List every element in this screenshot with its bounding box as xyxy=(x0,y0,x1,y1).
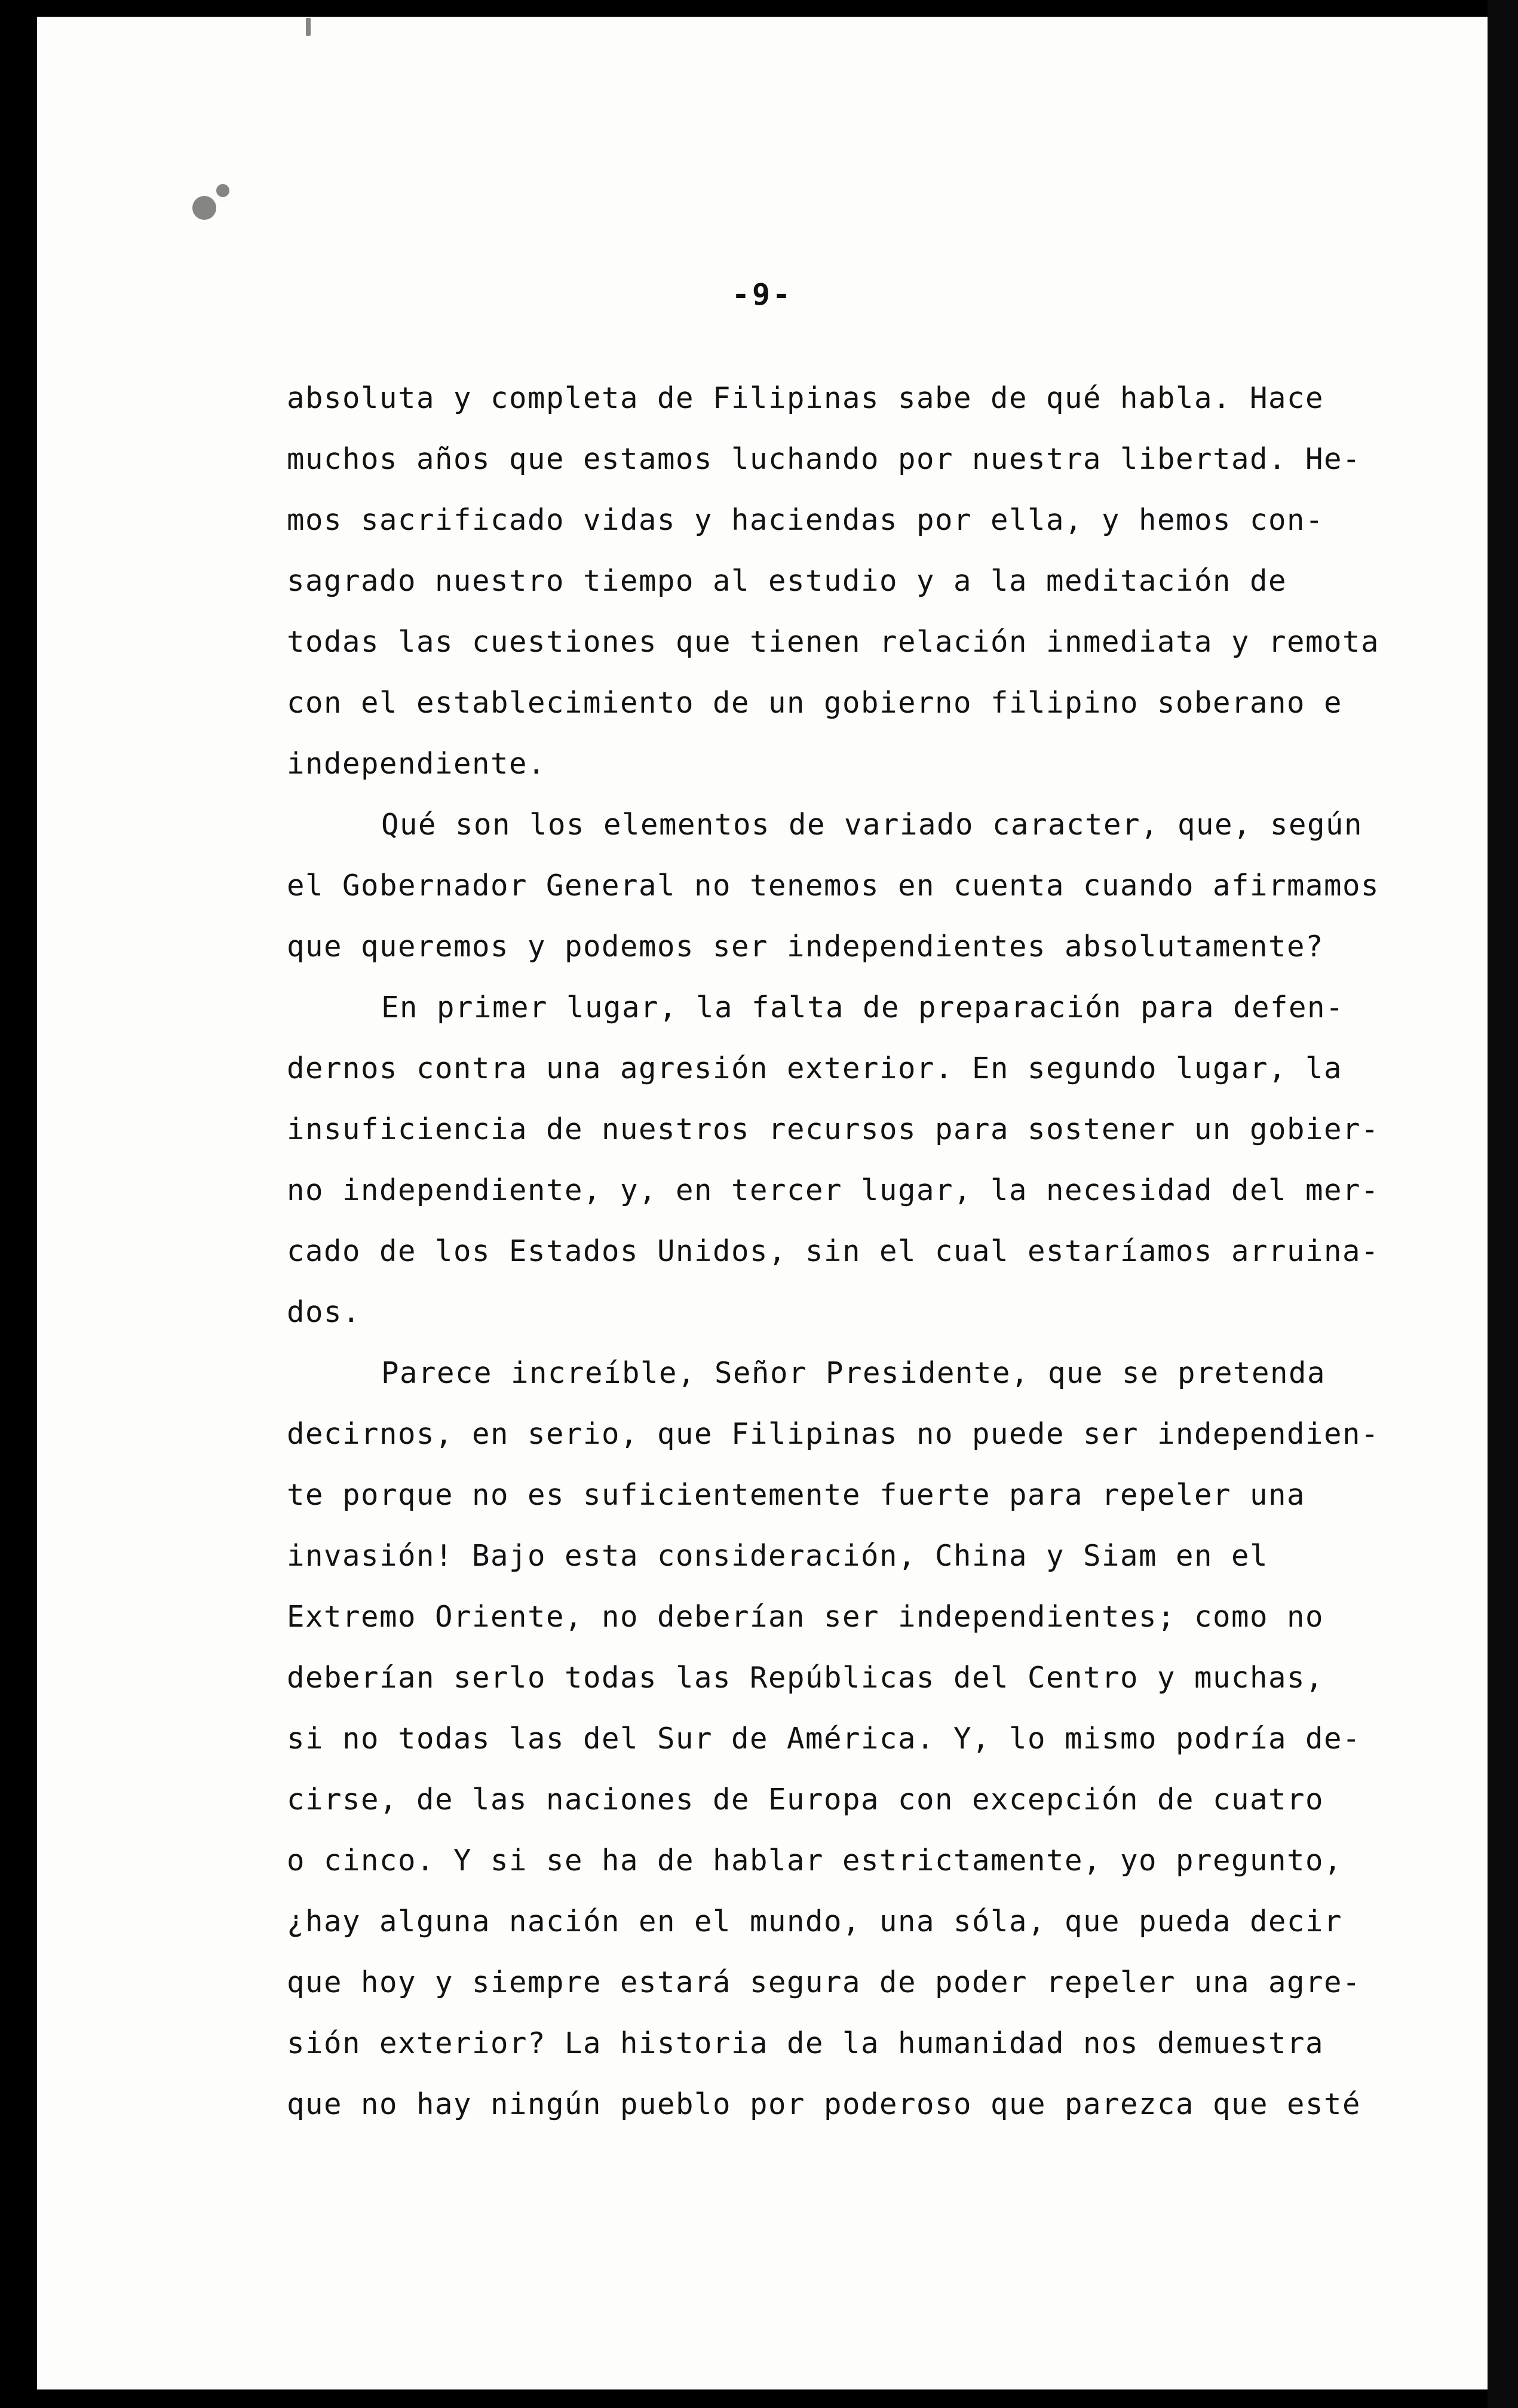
document-page xyxy=(37,17,1488,2389)
text-line: que hoy y siempre estará segura de poder repeler una agre- xyxy=(287,1965,1361,1999)
text-line: que queremos y podemos ser independientes absolutamente? xyxy=(287,930,1324,964)
text-line: o cinco. Y si se ha de hablar estrictamente, yo pregunto, xyxy=(287,1843,1343,1878)
text-line: insuficiencia de nuestros recursos para sostener un gobier- xyxy=(287,1112,1380,1146)
ink-speck xyxy=(192,196,216,220)
text-line: independiente. xyxy=(287,747,547,781)
text-line: te porque no es suficientemente fuerte para repeler una xyxy=(287,1478,1306,1512)
text-line: cirse, de las naciones de Europa con excepción de cuatro xyxy=(287,1783,1324,1817)
text-line: absoluta y completa de Filipinas sabe de qué habla. Hace xyxy=(287,381,1324,415)
text-line: En primer lugar, la falta de preparación para defen- xyxy=(381,990,1345,1024)
page-number: -9- xyxy=(731,277,793,312)
ink-speck xyxy=(216,184,229,197)
text-line: con el establecimiento de un gobierno filipino soberano e xyxy=(287,686,1343,720)
text-line: decirnos, en serio, que Filipinas no puede ser independien- xyxy=(287,1417,1380,1451)
text-line: Extremo Oriente, no deberían ser independientes; como no xyxy=(287,1600,1324,1634)
text-line: muchos años que estamos luchando por nuestra libertad. He- xyxy=(287,442,1361,476)
body-text xyxy=(287,368,1410,2135)
text-line: dos. xyxy=(287,1295,361,1329)
text-line: no independiente, y, en tercer lugar, la necesidad del mer- xyxy=(287,1173,1380,1207)
text-line: cado de los Estados Unidos, sin el cual estaríamos arruina- xyxy=(287,1234,1380,1268)
text-line: todas las cuestiones que tienen relación inmediata y remota xyxy=(287,625,1380,659)
text-line: Qué son los elementos de variado caracter, que, según xyxy=(381,808,1363,842)
text-line: si no todas las del Sur de América. Y, lo mismo podría de- xyxy=(287,1722,1361,1756)
text-line: deberían serlo todas las Repúblicas del Centro y muchas, xyxy=(287,1661,1324,1695)
text-line: mos sacrificado vidas y haciendas por ella, y hemos con- xyxy=(287,503,1324,537)
text-line: Parece increíble, Señor Presidente, que se pretenda xyxy=(381,1356,1326,1390)
text-line: dernos contra una agresión exterior. En segundo lugar, la xyxy=(287,1051,1343,1085)
text-line: sión exterior? La historia de la humanidad nos demuestra xyxy=(287,2026,1324,2060)
text-line: invasión! Bajo esta consideración, China y Siam en el xyxy=(287,1539,1269,1573)
text-line: sagrado nuestro tiempo al estudio y a la meditación de xyxy=(287,564,1287,598)
ink-speck xyxy=(306,18,311,36)
scan-border xyxy=(1488,0,1518,2408)
text-line: el Gobernador General no tenemos en cuenta cuando afirmamos xyxy=(287,869,1380,903)
text-line: que no hay ningún pueblo por poderoso que parezca que esté xyxy=(287,2087,1361,2121)
text-line: ¿hay alguna nación en el mundo, una sóla, que pueda decir xyxy=(287,1904,1343,1938)
